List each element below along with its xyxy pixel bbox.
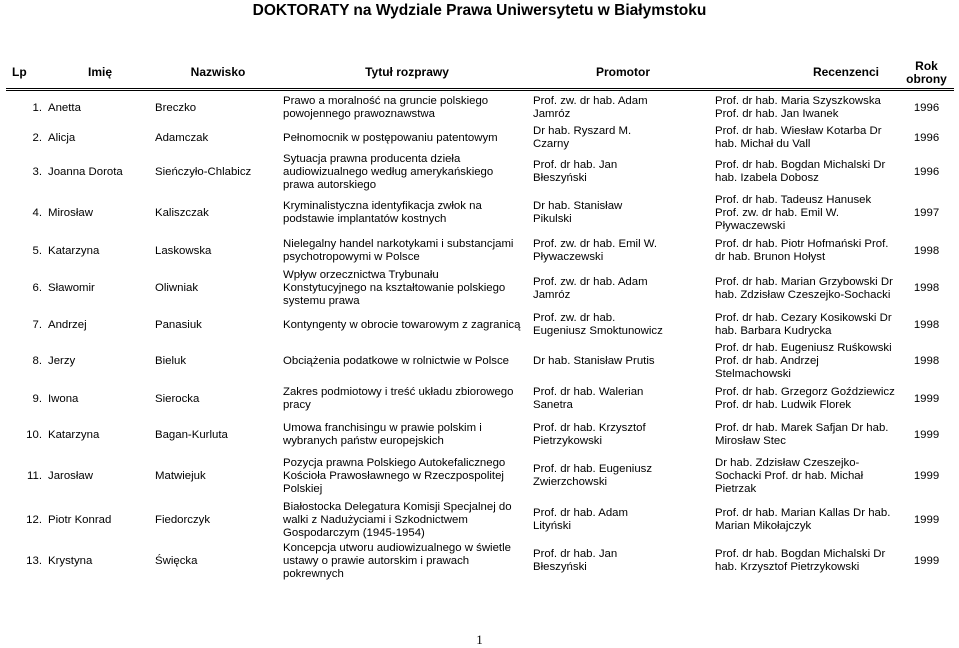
cell-tytul — [282, 417, 532, 453]
cell-imie: Jarosław — [48, 469, 93, 482]
cell-promotor — [532, 417, 714, 453]
cell-tytul — [282, 269, 532, 308]
header-lp: Lp — [12, 65, 27, 79]
table-row — [6, 417, 954, 453]
cell-recenzenci — [714, 193, 899, 233]
cell-promotor-text: Prof. zw. dr hab. Emil W. Pływaczewski — [533, 238, 658, 263]
cell-tytul-text: Kontyngenty w obrocie towarowym z zagranicą — [283, 318, 521, 331]
cell-tytul — [282, 308, 532, 342]
cell-recenzenci-text: Dr hab. Zdzisław Czeszejko-Sochacki Prof. dr hab. Michał Pietrzak — [715, 456, 864, 495]
header-recenzenci: Recenzenci — [812, 65, 879, 79]
cell-recenzenci-text: Prof. dr hab. Maria Szyszkowska Prof. dr hab. Jan Iwanek — [715, 95, 881, 120]
table-header-row — [6, 57, 954, 88]
cell-promotor-text: Dr hab. Stanisław Prutis — [533, 355, 655, 367]
cell-promotor-text: Prof. zw. dr hab. Adam Jamróz — [533, 275, 648, 301]
cell-nazwisko: Bagan-Kurluta — [155, 428, 228, 441]
cell-recenzenci-text: Prof. dr hab. Grzegorz Goździewicz Prof. dr hab. Ludwik Florek — [715, 386, 895, 411]
cell-nazwisko: Sierocka — [155, 392, 200, 405]
cell-imie: Anetta — [48, 101, 81, 114]
cell-tytul-text: Kryminalistyczna identyfikacja zwłok na podstawie implantatów kostnych — [283, 200, 482, 225]
cell-nazwisko: Kaliszczak — [155, 206, 209, 219]
cell-rok: 1999 — [913, 469, 940, 482]
cell-nazwisko: Sieńczyło-Chlabicz — [155, 165, 252, 178]
header-rok: Rok obrony — [906, 58, 947, 86]
cell-lp: 13. — [26, 554, 42, 567]
cell-promotor — [532, 342, 714, 381]
cell-imie: Alicja — [48, 131, 76, 144]
cell-recenzenci-text: Prof. dr hab. Marek Safjan Dr hab. Mirosław Stec — [715, 422, 889, 447]
cell-promotor-text: Prof. dr hab. Eugeniusz Zwierzchowski — [533, 463, 653, 488]
cell-tytul — [282, 233, 532, 269]
cell-imie: Iwona — [48, 392, 79, 405]
cell-rok: 1999 — [913, 513, 940, 526]
cell-nazwisko: Laskowska — [155, 244, 212, 257]
cell-lp: 1. — [32, 101, 42, 114]
cell-lp: 9. — [32, 392, 42, 405]
cell-nazwisko: Bieluk — [155, 355, 187, 367]
cell-rok: 1997 — [913, 206, 940, 219]
cell-rok: 1999 — [913, 428, 940, 441]
cell-recenzenci-text: Prof. dr hab. Cezary Kosikowski Dr hab. Barbara Kudrycka — [715, 312, 892, 337]
cell-promotor-text: Prof. dr hab. Adam Lityński — [533, 507, 628, 532]
page-number: 1 — [476, 632, 483, 647]
cell-tytul — [282, 381, 532, 417]
cell-lp: 5. — [32, 244, 42, 257]
cell-tytul-text: Prawo a moralność na gruncie polskiego powojennego prawoznawstwa — [283, 95, 489, 120]
cell-tytul-text: Sytuacja prawna producenta dzieła audiowizualnego według amerykańskiego prawa autorskiego — [283, 152, 494, 191]
cell-promotor — [532, 381, 714, 417]
cell-recenzenci — [714, 125, 899, 151]
cell-promotor — [532, 193, 714, 233]
cell-promotor — [532, 151, 714, 193]
doctorates-table — [6, 57, 954, 581]
table-row — [6, 499, 954, 541]
cell-recenzenci — [714, 342, 899, 381]
cell-recenzenci-text: Prof. dr hab. Marian Kallas Dr hab. Marian Mikołajczyk — [715, 507, 891, 532]
cell-promotor-text: Prof. dr hab. Jan Błeszyński — [533, 159, 618, 184]
cell-tytul — [282, 125, 532, 151]
cell-recenzenci-text: Prof. dr hab. Eugeniusz Ruśkowski Prof. dr hab. Andrzej Stelmachowski — [715, 342, 892, 380]
table-body — [6, 88, 954, 581]
cell-promotor — [532, 125, 714, 151]
cell-nazwisko: Fiedorczyk — [155, 513, 211, 526]
cell-tytul — [282, 342, 532, 381]
cell-recenzenci — [714, 417, 899, 453]
cell-imie: Katarzyna — [48, 428, 100, 441]
cell-nazwisko: Matwiejuk — [155, 469, 206, 482]
cell-lp: 11. — [27, 469, 42, 482]
table-row — [6, 151, 954, 193]
cell-recenzenci — [714, 453, 899, 499]
table-row — [6, 125, 954, 151]
cell-recenzenci — [714, 91, 899, 125]
cell-promotor — [532, 269, 714, 308]
cell-promotor-text: Dr hab. Ryszard M. Czarny — [533, 125, 632, 150]
cell-recenzenci — [714, 499, 899, 541]
table-row — [6, 453, 954, 499]
cell-rok: 1996 — [913, 101, 940, 114]
cell-tytul-text: Białostocka Delegatura Komisji Specjalnej do walki z Nadużyciami i Szkodnictwem Gospodarczym (1945-1954) — [283, 500, 512, 539]
cell-recenzenci — [714, 381, 899, 417]
cell-tytul — [282, 91, 532, 125]
cell-recenzenci-text: Prof. dr hab. Marian Grzybowski Dr hab. Zdzisław Czeszejko-Sochacki — [715, 275, 893, 301]
table-row — [6, 233, 954, 269]
header-imie: Imię — [87, 65, 112, 79]
cell-recenzenci — [714, 151, 899, 193]
cell-lp: 6. — [32, 282, 42, 294]
cell-recenzenci — [714, 269, 899, 308]
header-promotor: Promotor — [596, 65, 650, 79]
cell-recenzenci-text: Prof. dr hab. Bogdan Michalski Dr hab. Izabela Dobosz — [715, 159, 886, 184]
cell-tytul — [282, 193, 532, 233]
cell-lp: 12. — [26, 513, 42, 526]
cell-imie: Jerzy — [48, 355, 76, 367]
cell-nazwisko: Breczko — [155, 101, 197, 114]
cell-recenzenci — [714, 233, 899, 269]
cell-nazwisko: Adamczak — [155, 131, 209, 144]
page-title: DOKTORATY na Wydziale Prawa Uniwersytetu w Białymstoku — [252, 2, 707, 19]
table-row — [6, 308, 954, 342]
cell-recenzenci-text: Prof. dr hab. Wiesław Kotarba Dr hab. Michał du Vall — [715, 125, 882, 150]
cell-lp: 3. — [32, 165, 42, 178]
cell-promotor — [532, 308, 714, 342]
cell-promotor — [532, 541, 714, 581]
cell-lp: 2. — [32, 131, 42, 144]
cell-promotor-text: Prof. dr hab. Krzysztof Pietrzykowski — [533, 422, 646, 447]
table-row — [6, 541, 954, 581]
cell-recenzenci — [714, 308, 899, 342]
cell-tytul — [282, 499, 532, 541]
cell-rok: 1998 — [913, 318, 940, 331]
cell-tytul — [282, 453, 532, 499]
cell-tytul-text: Obciążenia podatkowe w rolnictwie w Polsce — [283, 355, 510, 367]
cell-rok: 1998 — [913, 244, 940, 257]
cell-tytul-text: Nielegalny handel narkotykami i substancjami psychotropowymi w Polsce — [283, 238, 514, 263]
cell-tytul-text: Umowa franchisingu w prawie polskim i wybranych państw europejskich — [283, 422, 482, 447]
cell-nazwisko: Święcka — [155, 554, 198, 567]
cell-lp: 10. — [26, 428, 42, 441]
cell-lp: 8. — [32, 355, 42, 367]
header-nazwisko: Nazwisko — [190, 65, 246, 79]
cell-rok: 1999 — [913, 554, 940, 567]
table-row — [6, 381, 954, 417]
cell-lp: 7. — [32, 318, 42, 331]
cell-rok: 1999 — [913, 392, 940, 405]
table-row — [6, 91, 954, 125]
cell-promotor — [532, 453, 714, 499]
cell-imie: Katarzyna — [48, 244, 100, 257]
cell-rok: 1998 — [913, 355, 940, 367]
cell-tytul-text: Pozycja prawna Polskiego Autokefalicznego Kościoła Prawosławnego w Rzeczpospolitej Polskiej — [283, 456, 506, 495]
cell-imie: Joanna Dorota — [48, 165, 123, 178]
cell-recenzenci — [714, 541, 899, 581]
cell-rok: 1996 — [913, 131, 940, 144]
cell-tytul — [282, 151, 532, 193]
cell-promotor — [532, 499, 714, 541]
cell-tytul-text: Pełnomocnik w postępowaniu patentowym — [283, 131, 498, 144]
cell-promotor-text: Prof. dr hab. Jan Błeszyński — [533, 548, 618, 573]
cell-tytul-text: Zakres podmiotowy i treść układu zbiorowego pracy — [283, 386, 514, 411]
table-row — [6, 269, 954, 308]
cell-promotor-text: Dr hab. Stanisław Pikulski — [533, 200, 623, 225]
cell-nazwisko: Oliwniak — [155, 282, 199, 294]
table-row — [6, 193, 954, 233]
cell-rok: 1996 — [913, 165, 940, 178]
cell-promotor-text: Prof. dr hab. Walerian Sanetra — [533, 386, 644, 411]
cell-recenzenci-text: Prof. dr hab. Piotr Hofmański Prof. dr hab. Brunon Hołyst — [715, 238, 889, 263]
cell-promotor — [532, 233, 714, 269]
cell-lp: 4. — [32, 206, 42, 219]
cell-promotor-text: Prof. zw. dr hab. Adam Jamróz — [533, 95, 648, 120]
cell-nazwisko: Panasiuk — [155, 318, 202, 331]
cell-tytul-text: Koncepcja utworu audiowizualnego w świetle ustawy o prawie autorskim i prawach pokrewnych — [283, 541, 511, 580]
table-row — [6, 342, 954, 381]
cell-promotor — [532, 91, 714, 125]
cell-imie: Andrzej — [48, 318, 87, 331]
cell-rok: 1998 — [913, 282, 940, 294]
cell-imie: Mirosław — [48, 206, 93, 219]
cell-promotor-text: Prof. zw. dr hab. Eugeniusz Smoktunowicz — [533, 312, 663, 337]
cell-recenzenci-text: Prof. dr hab. Tadeusz Hanusek Prof. zw. dr hab. Emil W. Pływaczewski — [715, 193, 872, 232]
cell-recenzenci-text: Prof. dr hab. Bogdan Michalski Dr hab. Krzysztof Pietrzykowski — [715, 548, 886, 573]
cell-imie: Sławomir — [48, 282, 95, 294]
cell-imie: Piotr Konrad — [48, 513, 112, 526]
cell-imie: Krystyna — [48, 554, 93, 567]
cell-tytul-text: Wpływ orzecznictwa Trybunału Konstytucyjnego na kształtowanie polskiego systemu prawa — [283, 269, 506, 307]
cell-tytul — [282, 541, 532, 581]
header-tytul: Tytuł rozprawy — [365, 65, 449, 79]
